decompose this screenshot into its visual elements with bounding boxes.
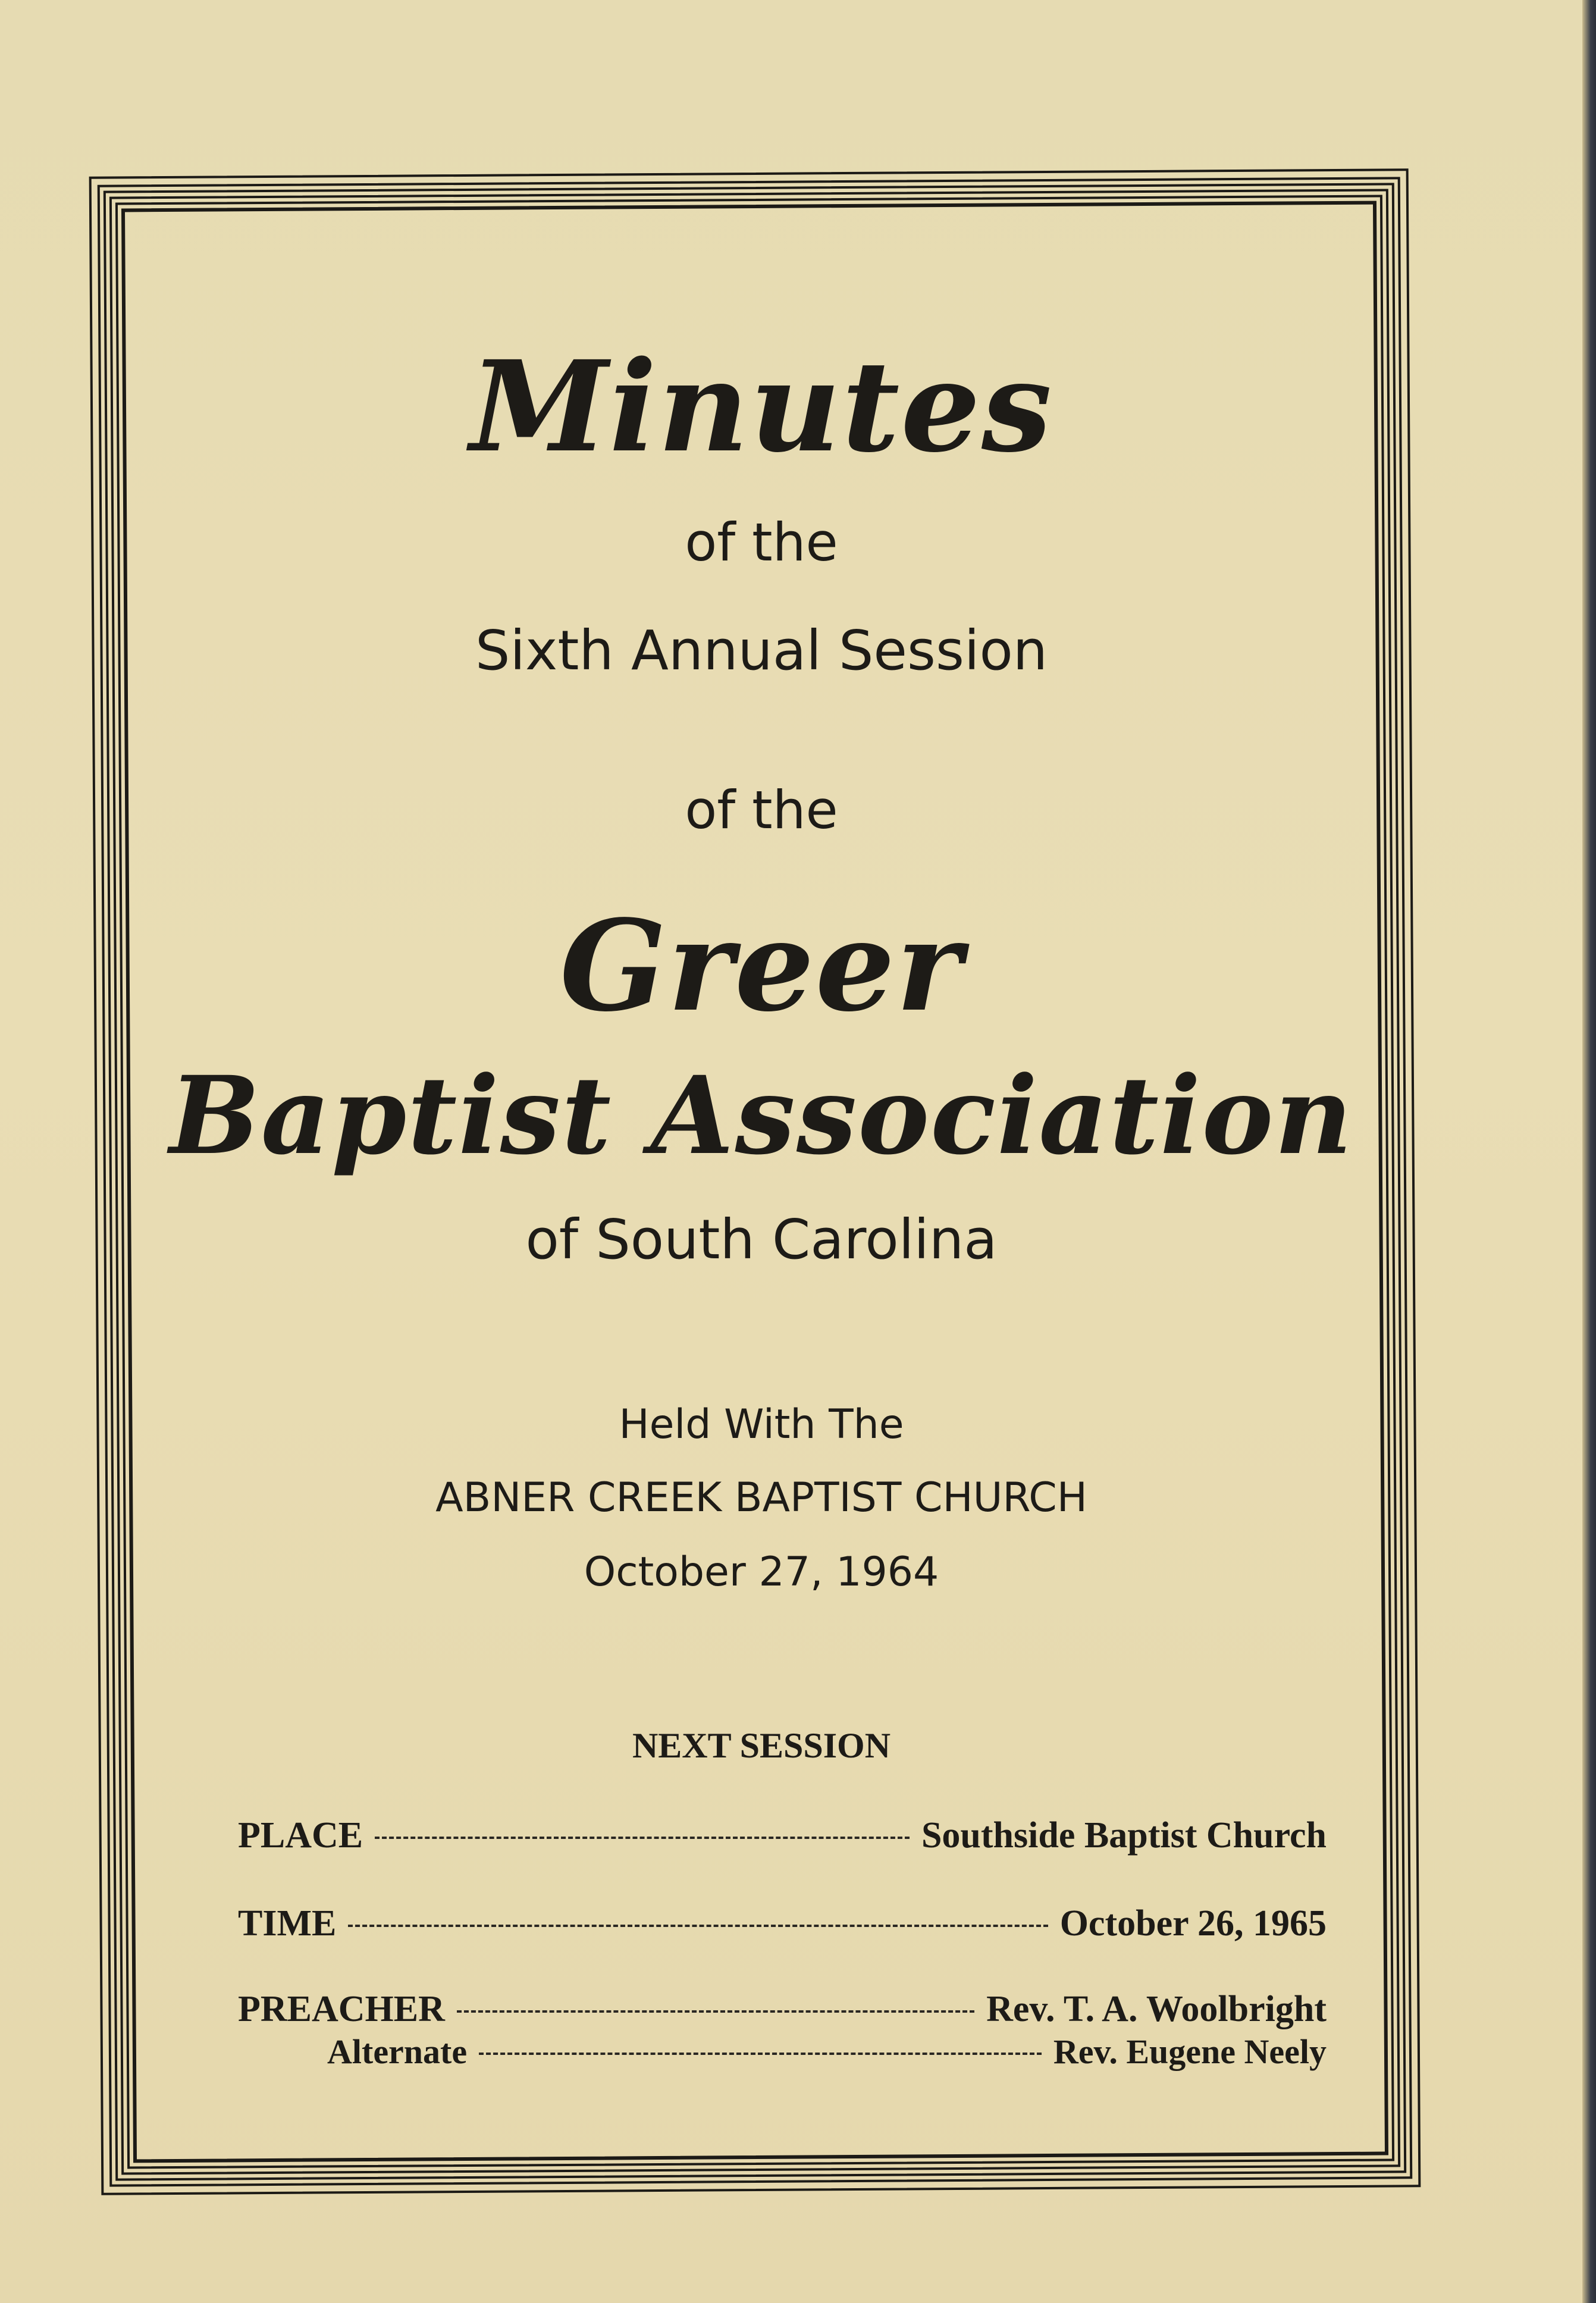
session-date: October 27, 1964 (584, 1549, 939, 1596)
title-minutes: Minutes (469, 333, 1053, 480)
dotted-leader (348, 1925, 1048, 1927)
place-label: PLACE (238, 1815, 363, 1856)
next-session-preacher-row (238, 1988, 1327, 2036)
dotted-leader (479, 2053, 1042, 2055)
title-state: of South Carolina (525, 1208, 998, 1271)
dotted-leader (375, 1837, 910, 1839)
next-session-alternate-row (327, 2032, 1327, 2079)
title-greer: Greer (560, 892, 963, 1039)
preacher-label: PREACHER (238, 1989, 445, 2029)
dotted-leader (457, 2010, 974, 2013)
title-of-the: of the (685, 512, 838, 573)
booklet-spine-edge (1582, 0, 1596, 2303)
alternate-label: Alternate (327, 2032, 468, 2071)
title-association: Baptist Association (169, 1053, 1354, 1179)
host-church: ABNER CREEK BAPTIST CHURCH (435, 1474, 1087, 1521)
place-value: Southside Baptist Church (921, 1815, 1327, 1856)
title-of-the-2: of the (685, 779, 838, 841)
next-session-time-row (238, 1903, 1327, 1950)
alternate-value: Rev. Eugene Neely (1053, 2032, 1327, 2071)
next-session-place-row (238, 1815, 1327, 1862)
time-value: October 26, 1965 (1059, 1903, 1327, 1944)
held-with: Held With The (619, 1401, 904, 1448)
preacher-value: Rev. T. A. Woolbright (986, 1989, 1327, 2029)
next-session-heading: NEXT SESSION (632, 1726, 891, 1765)
title-session: Sixth Annual Session (475, 619, 1048, 682)
time-label: TIME (238, 1903, 337, 1944)
